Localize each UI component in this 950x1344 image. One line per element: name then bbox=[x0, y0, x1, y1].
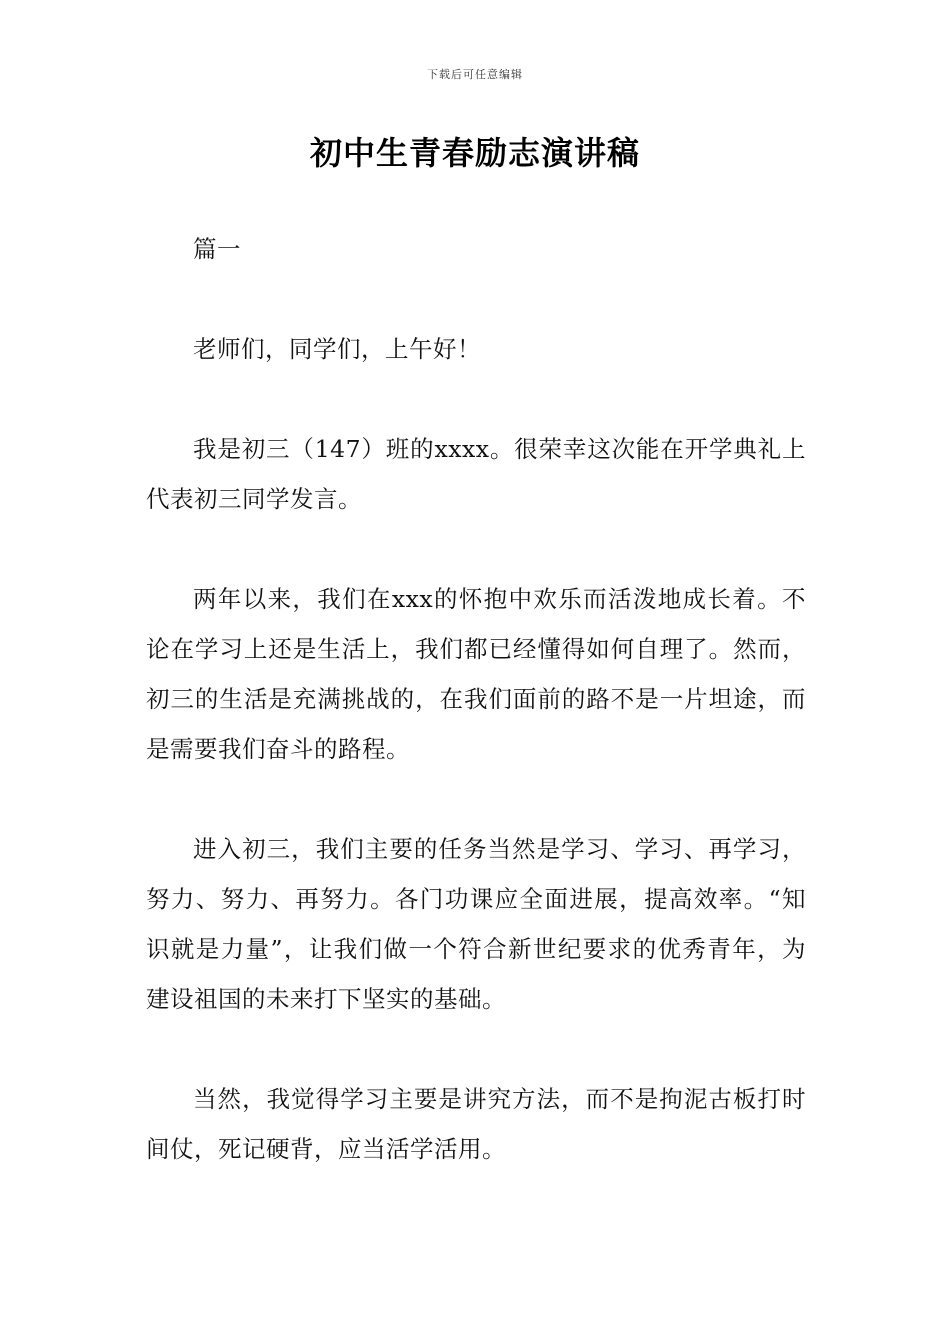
paragraph: 进入初三，我们主要的任务当然是学习、学习、再学习，努力、努力、再努力。各门功课应全面进展，提高效率。“知识就是力量”，让我们做一个符合新世纪要求的优秀青年，为建设祖国的未来打下坚实的基础。 bbox=[146, 835, 806, 1013]
document-body bbox=[146, 224, 806, 1224]
paragraph: 两年以来，我们在xxx的怀抱中欢乐而活泼地成长着。不论在学习上还是生活上，我们都已经懂得如何自理了。然而，初三的生活是充满挑战的，在我们面前的路不是一片坦途，而是需要我们奋斗的路程。 bbox=[146, 585, 806, 763]
paragraph: 当然，我觉得学习主要是讲究方法，而不是拘泥古板打时间仗，死记硬背，应当活学活用。 bbox=[146, 1085, 806, 1163]
paragraph-greeting: 老师们，同学们，上午好！ bbox=[193, 335, 481, 363]
section-heading: 篇一 bbox=[193, 235, 241, 263]
document-title: 初中生青春励志演讲稿 bbox=[309, 134, 640, 172]
header-note: 下载后可任意编辑 bbox=[427, 68, 523, 81]
paragraph: 我是初三（147）班的xxxx。很荣幸这次能在开学典礼上代表初三同学发言。 bbox=[146, 435, 806, 513]
